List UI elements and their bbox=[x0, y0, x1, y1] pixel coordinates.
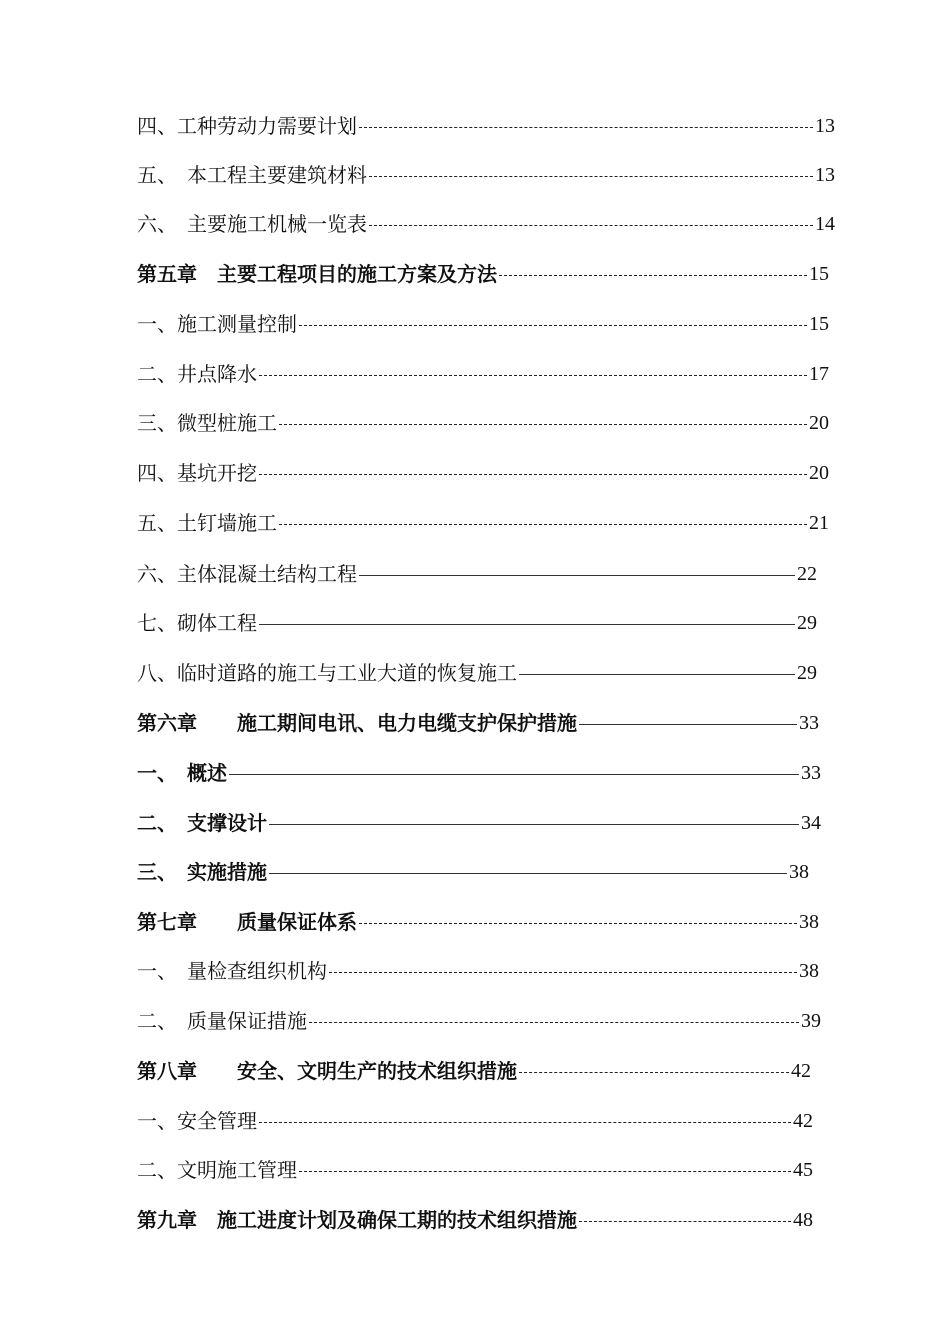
toc-entry-title: 四、工种劳动力需要计划 bbox=[137, 114, 357, 138]
toc-leader bbox=[579, 724, 797, 725]
toc-entry-page: 34 bbox=[801, 812, 821, 834]
toc-entry bbox=[137, 1006, 821, 1036]
toc-entry-title: 二、 支撑设计 bbox=[137, 811, 267, 835]
toc-entry-page: 38 bbox=[799, 960, 819, 982]
toc-leader bbox=[359, 575, 795, 576]
toc-entry bbox=[137, 758, 821, 788]
toc-entry-page: 48 bbox=[793, 1209, 813, 1231]
toc-entry bbox=[137, 209, 835, 239]
toc-entry-page: 15 bbox=[809, 313, 829, 335]
toc-entry-page: 33 bbox=[801, 762, 821, 784]
toc-entry-page: 38 bbox=[799, 911, 819, 933]
toc-entry bbox=[137, 1155, 813, 1185]
toc-entry bbox=[137, 956, 819, 986]
toc-entry-title: 六、主体混凝土结构工程 bbox=[137, 562, 357, 586]
toc-entry-title: 一、 量检查组织机构 bbox=[137, 959, 327, 983]
toc-entry-title: 第六章 施工期间电讯、电力电缆支护保护措施 bbox=[137, 711, 577, 735]
toc-entry-page: 13 bbox=[815, 115, 835, 137]
toc-leader bbox=[329, 972, 797, 973]
toc-entry-title: 一、施工测量控制 bbox=[137, 312, 297, 336]
toc-leader bbox=[269, 873, 787, 874]
toc-entry bbox=[137, 111, 835, 141]
toc-entry-title: 四、基坑开挖 bbox=[137, 461, 257, 485]
toc-leader bbox=[269, 824, 799, 825]
toc-entry-page: 15 bbox=[809, 263, 829, 285]
toc-leader bbox=[299, 1171, 791, 1172]
toc-entry-title: 第八章 安全、文明生产的技术组织措施 bbox=[137, 1059, 517, 1083]
toc-entry-page: 33 bbox=[799, 712, 819, 734]
toc-chapter-entry bbox=[137, 907, 819, 937]
toc-leader bbox=[359, 923, 797, 924]
toc-chapter-entry bbox=[137, 1205, 813, 1235]
toc-entry-title: 二、井点降水 bbox=[137, 362, 257, 386]
toc-entry-page: 29 bbox=[797, 662, 817, 684]
toc-entry-page: 20 bbox=[809, 462, 829, 484]
toc-entry bbox=[137, 808, 821, 838]
toc-leader bbox=[259, 375, 807, 376]
toc-entry-title: 六、 主要施工机械一览表 bbox=[137, 212, 367, 236]
toc-entry-title: 第七章 质量保证体系 bbox=[137, 910, 357, 934]
toc-entry-title: 五、 本工程主要建筑材料 bbox=[137, 163, 367, 187]
toc-leader bbox=[309, 1022, 799, 1023]
toc-entry-page: 14 bbox=[815, 213, 835, 235]
toc-entry-page: 38 bbox=[789, 861, 809, 883]
toc-entry-page: 17 bbox=[809, 363, 829, 385]
toc-leader bbox=[369, 176, 813, 177]
toc-entry bbox=[137, 408, 829, 438]
toc-leader bbox=[279, 424, 807, 425]
toc-leader bbox=[519, 674, 795, 675]
toc-leader bbox=[259, 624, 795, 625]
toc-entry-title: 二、文明施工管理 bbox=[137, 1158, 297, 1182]
toc-entry-page: 39 bbox=[801, 1010, 821, 1032]
toc-entry-page: 42 bbox=[793, 1110, 813, 1132]
toc-leader bbox=[519, 1072, 789, 1073]
toc-leader bbox=[229, 774, 799, 775]
toc-entry bbox=[137, 857, 809, 887]
toc-entry bbox=[137, 359, 829, 389]
toc-chapter-entry bbox=[137, 259, 829, 289]
toc-entry-title: 三、 实施措施 bbox=[137, 860, 267, 884]
toc-entry-page: 22 bbox=[797, 563, 817, 585]
toc-leader bbox=[259, 1122, 791, 1123]
toc-entry-page: 13 bbox=[815, 164, 835, 186]
toc-entry-title: 二、 质量保证措施 bbox=[137, 1009, 307, 1033]
toc-entry bbox=[137, 458, 829, 488]
toc-entry-page: 29 bbox=[797, 612, 817, 634]
toc-entry-page: 20 bbox=[809, 412, 829, 434]
toc-leader bbox=[259, 474, 807, 475]
toc-entry-page: 42 bbox=[791, 1060, 811, 1082]
toc-leader bbox=[359, 127, 813, 128]
toc-entry-title: 第五章 主要工程项目的施工方案及方法 bbox=[137, 262, 497, 286]
toc-entry-title: 一、安全管理 bbox=[137, 1109, 257, 1133]
toc-entry-title: 七、砌体工程 bbox=[137, 611, 257, 635]
toc-entry bbox=[137, 658, 817, 688]
toc-entry-page: 21 bbox=[809, 512, 829, 534]
toc-entry bbox=[137, 160, 835, 190]
toc-leader bbox=[499, 275, 807, 276]
toc-leader bbox=[299, 325, 807, 326]
toc-chapter-entry bbox=[137, 708, 819, 738]
toc-entry bbox=[137, 559, 817, 589]
toc-entry bbox=[137, 309, 829, 339]
toc-entry-title: 八、临时道路的施工与工业大道的恢复施工 bbox=[137, 661, 517, 685]
toc-entry bbox=[137, 1106, 813, 1136]
toc-leader bbox=[579, 1221, 791, 1222]
toc-entry-title: 五、土钉墙施工 bbox=[137, 511, 277, 535]
toc-leader bbox=[369, 225, 813, 226]
toc-entry bbox=[137, 508, 829, 538]
toc-leader bbox=[279, 524, 807, 525]
toc-entry-page: 45 bbox=[793, 1159, 813, 1181]
toc-entry-title: 三、微型桩施工 bbox=[137, 411, 277, 435]
toc-entry bbox=[137, 608, 817, 638]
toc-entry-title: 一、 概述 bbox=[137, 761, 227, 785]
toc-entry-title: 第九章 施工进度计划及确保工期的技术组织措施 bbox=[137, 1208, 577, 1232]
toc-chapter-entry bbox=[137, 1056, 811, 1086]
